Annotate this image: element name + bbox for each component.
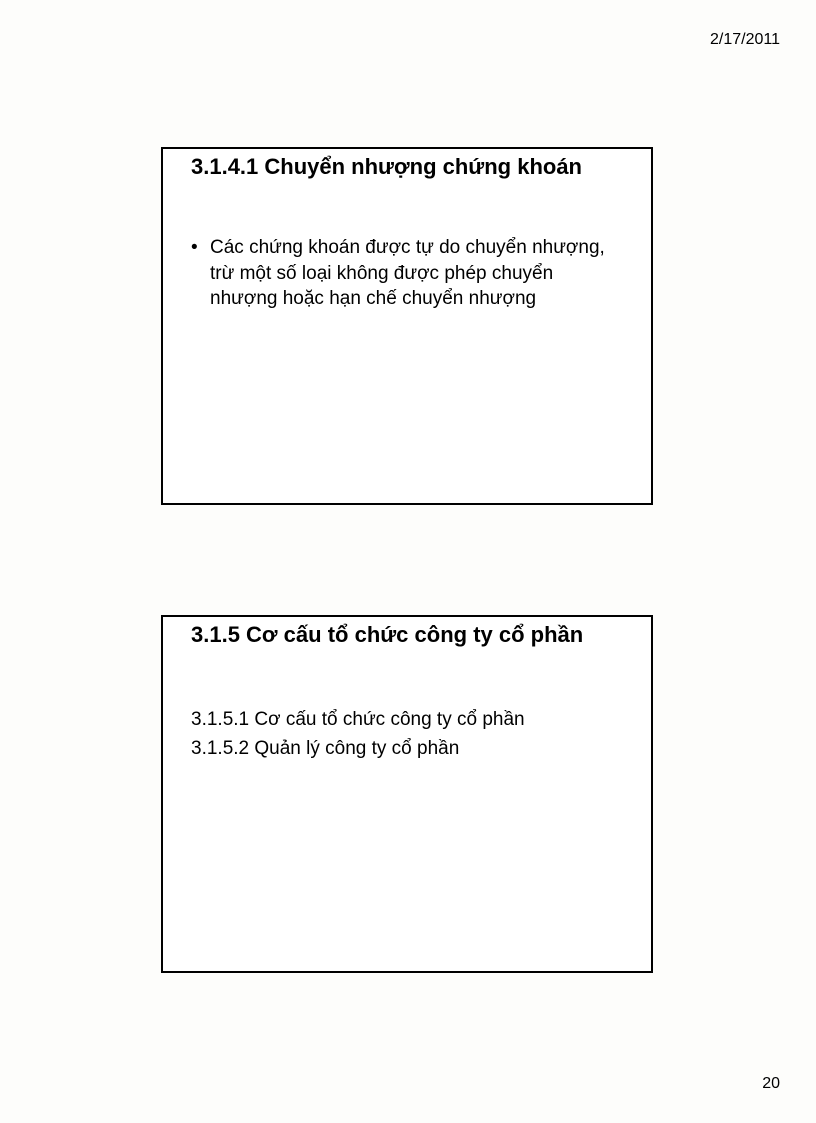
page-number: 20 (762, 1075, 780, 1092)
subsection-item: 3.1.5.1 Cơ cấu tổ chức công ty cổ phần (191, 709, 525, 730)
slide-2 (161, 615, 653, 973)
subsection-item: 3.1.5.2 Quản lý công ty cổ phần (191, 738, 460, 759)
bullet-list (191, 235, 621, 312)
slide-1 (161, 147, 653, 505)
slide-title: 3.1.5 Cơ cấu tổ chức công ty cổ phần (191, 622, 584, 647)
subsection-list (191, 705, 621, 763)
bullet-text: Các chứng khoán được tự do chuyển nhượng, trừ một số loại không được phép chuyển nhượng hoặc hạn chế chuyển nhượng (210, 237, 605, 309)
bullet-item (191, 235, 621, 312)
header-date: 2/17/2011 (710, 31, 780, 48)
bullet-icon: • (191, 237, 198, 258)
slide-title: 3.1.4.1 Chuyển nhượng chứng khoán (191, 154, 582, 179)
